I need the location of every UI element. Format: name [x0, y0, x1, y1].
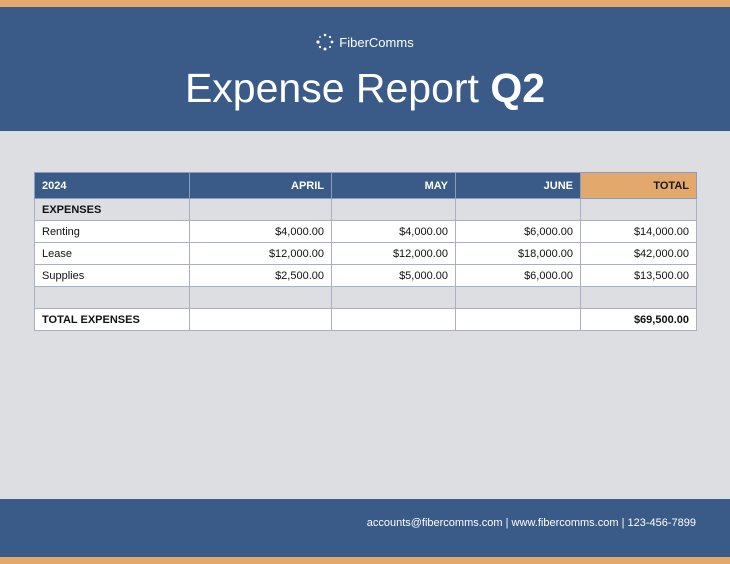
- table-cell: $12,000.00: [190, 243, 332, 265]
- row-label: Renting: [35, 221, 190, 243]
- total-label: TOTAL EXPENSES: [35, 309, 190, 331]
- table-cell: [456, 309, 581, 331]
- page-title: [0, 64, 730, 112]
- table-cell-total: $13,500.00: [581, 265, 697, 287]
- table-cell: [581, 199, 697, 221]
- section-label: EXPENSES: [35, 199, 190, 221]
- title-text: Expense Report: [184, 65, 479, 111]
- table-header-row: [35, 173, 697, 199]
- contact-info: accounts@fibercomms.com | www.fibercomms.com | 123-456-7899: [366, 517, 696, 529]
- brand: [0, 33, 730, 51]
- table-cell: $12,000.00: [332, 243, 456, 265]
- table-cell: $18,000.00: [456, 243, 581, 265]
- column-header-total: TOTAL: [581, 173, 697, 199]
- title-quarter: Q2: [490, 65, 546, 111]
- grand-total: $69,500.00: [581, 309, 697, 331]
- table-cell: [190, 199, 332, 221]
- report-header: [0, 7, 730, 131]
- table-cell: [456, 287, 581, 309]
- column-header-april: APRIL: [190, 173, 332, 199]
- column-header-may: MAY: [332, 173, 456, 199]
- table-cell: $6,000.00: [456, 265, 581, 287]
- expense-table: [34, 172, 697, 331]
- top-accent-stripe: [0, 0, 730, 7]
- table-cell: $4,000.00: [190, 221, 332, 243]
- total-expenses-row: [35, 309, 697, 331]
- table-cell-total: $14,000.00: [581, 221, 697, 243]
- brand-name: FiberComms: [339, 34, 414, 50]
- table-cell: [332, 199, 456, 221]
- table-cell: [581, 287, 697, 309]
- table-cell: [332, 309, 456, 331]
- dotted-circle-logo-icon: [316, 33, 334, 51]
- bottom-accent-stripe: [0, 557, 730, 564]
- table-cell: [35, 287, 190, 309]
- section-row-expenses: [35, 199, 697, 221]
- table-row: [35, 243, 697, 265]
- table-cell: [190, 287, 332, 309]
- table-cell: [190, 309, 332, 331]
- column-header-june: JUNE: [456, 173, 581, 199]
- row-label: Lease: [35, 243, 190, 265]
- table-cell: [456, 199, 581, 221]
- row-label: Supplies: [35, 265, 190, 287]
- report-footer: [0, 499, 730, 557]
- table-cell: $4,000.00: [332, 221, 456, 243]
- table-cell: $5,000.00: [332, 265, 456, 287]
- table-cell: $6,000.00: [456, 221, 581, 243]
- blank-row: [35, 287, 697, 309]
- column-header-year: 2024: [35, 173, 190, 199]
- table-cell-total: $42,000.00: [581, 243, 697, 265]
- table-row: [35, 221, 697, 243]
- table-cell: $2,500.00: [190, 265, 332, 287]
- table-cell: [332, 287, 456, 309]
- table-row: [35, 265, 697, 287]
